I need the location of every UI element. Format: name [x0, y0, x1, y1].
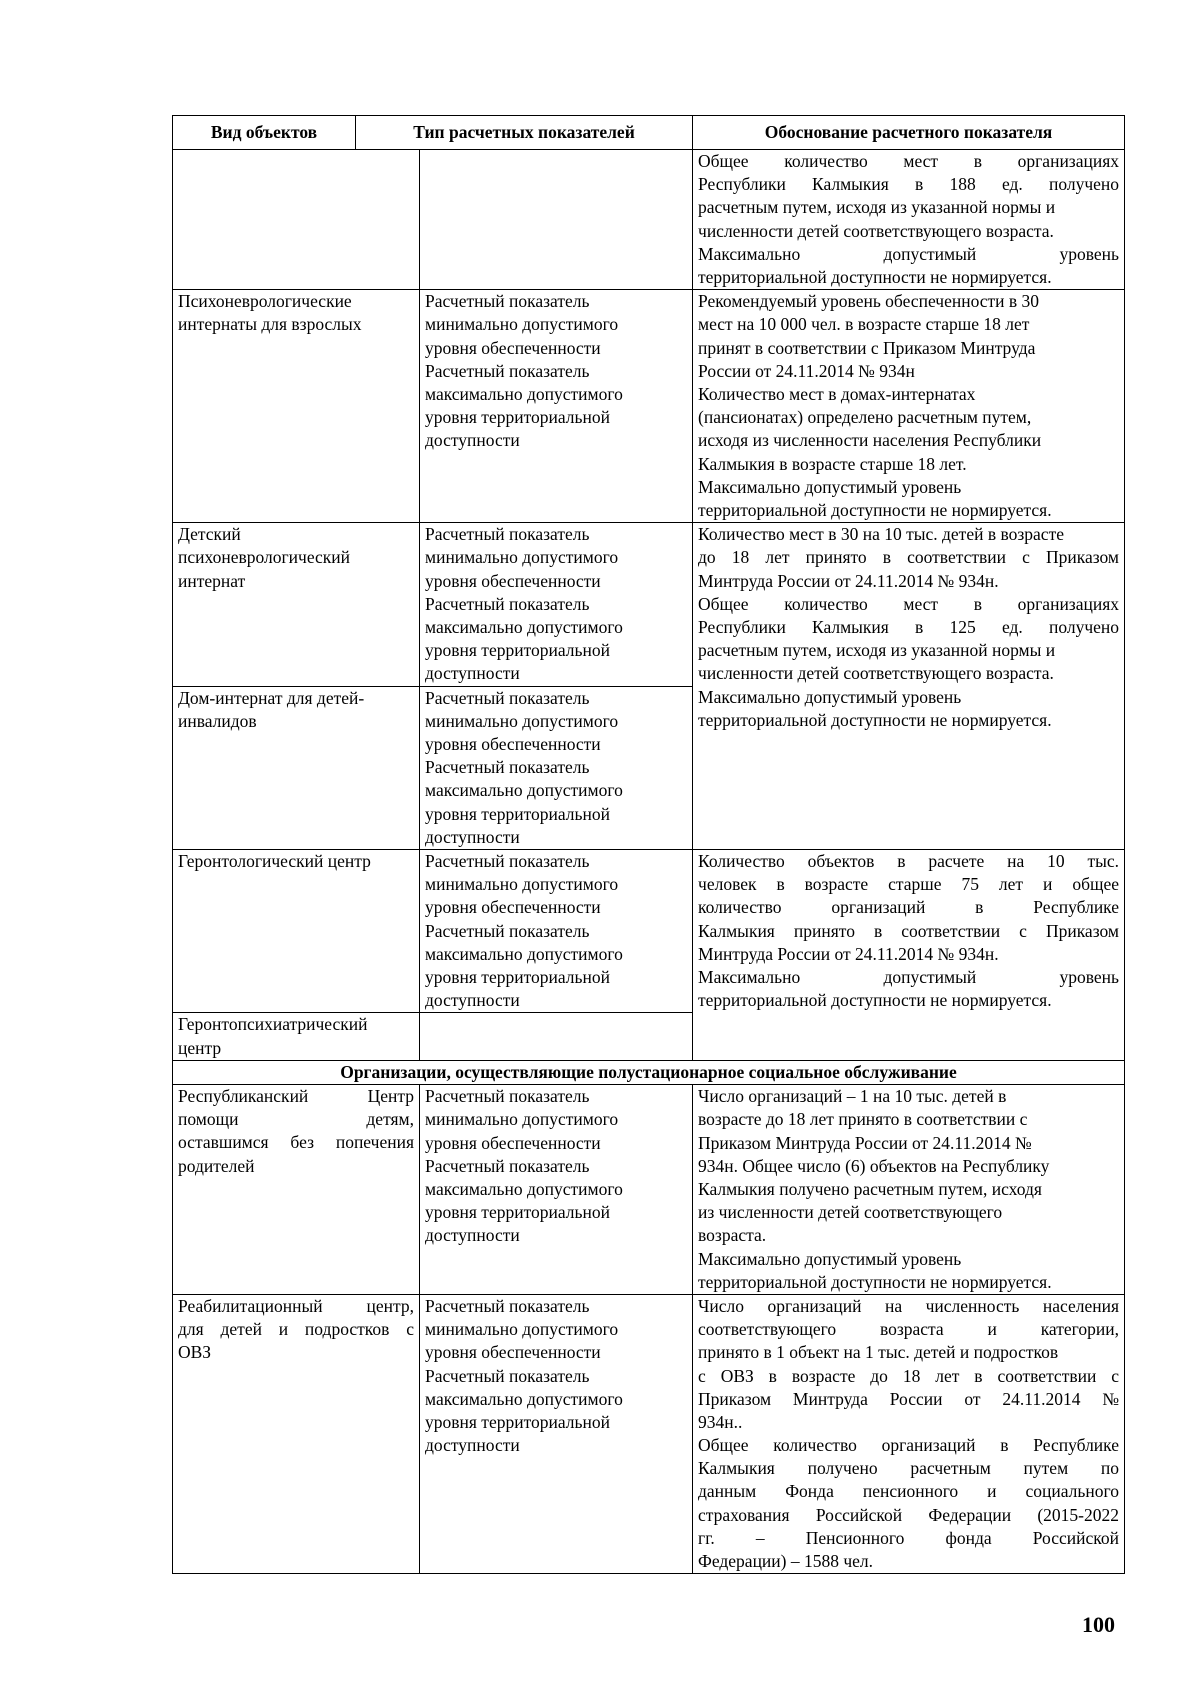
indicator-line: максимально допустимого — [425, 943, 623, 964]
justification-line: Общее количество организаций в Республике — [698, 1435, 1120, 1456]
justification-line: Калмыкия в возрасте старше 18 лет. — [698, 453, 967, 474]
object-name-line: ОВЗ — [178, 1342, 212, 1363]
justification-line: Общее количество мест в организациях — [698, 593, 1120, 614]
indicator-line: уровня обеспеченности — [425, 337, 601, 358]
justification-line: расчетным путем, исходя из указанной нормы и — [698, 640, 1056, 661]
justification-line: Максимально допустимый уровень — [698, 1248, 962, 1269]
object-name-line: психоневрологический — [178, 547, 351, 568]
justification-line: Количество мест в домах-интернатах — [698, 384, 976, 404]
indicator-line: Расчетный показатель — [425, 1155, 590, 1176]
indicator-line: минимально допустимого — [425, 874, 619, 895]
justification-line: территориальной доступности не нормируется. — [698, 266, 1052, 287]
justification-line: Общее количество мест в организациях — [698, 151, 1120, 171]
justification-line: мест на 10 000 чел. в возрасте старше 18 лет — [698, 314, 1030, 335]
table-row — [173, 150, 1125, 290]
indicator-line: доступности — [425, 430, 520, 451]
table-row — [173, 290, 1125, 523]
indicator-line: Расчетный показатель — [425, 920, 590, 941]
indicator-type-cell — [420, 1085, 693, 1295]
object-name-line: Геронтологический центр — [178, 851, 371, 872]
object-name-line: Дом-интернат для детей- — [178, 687, 365, 708]
indicator-line: уровня территориальной — [425, 1202, 610, 1223]
justification-line: гг. – Пенсионного фонда Российской — [698, 1527, 1120, 1548]
indicator-line: уровня территориальной — [425, 1411, 610, 1432]
indicator-line: уровня обеспеченности — [425, 1342, 601, 1363]
indicator-line: минимально допустимого — [425, 1109, 619, 1130]
justification-line: Количество мест в 30 на 10 тыс. детей в возрасте — [698, 524, 1064, 545]
object-name-line: Республиканский Центр — [178, 1086, 414, 1107]
object-name-line: Реабилитационный центр, — [178, 1295, 414, 1316]
indicator-type-cell — [420, 850, 693, 1013]
object-name-cell — [173, 686, 420, 849]
justification-line: 934н. Общее число (6) объектов на Республику — [698, 1155, 1050, 1176]
table-row — [173, 523, 1125, 686]
justification-cell — [693, 1294, 1125, 1573]
indicator-line: уровня обеспеченности — [425, 570, 601, 591]
indicator-line: уровня территориальной — [425, 407, 610, 428]
indicator-line: максимально допустимого — [425, 1388, 623, 1409]
indicator-line: доступности — [425, 990, 520, 1011]
section-row — [173, 1060, 1125, 1084]
justification-line: количество организаций в Республике — [698, 897, 1120, 918]
indicator-line: минимально допустимого — [425, 1319, 619, 1340]
indicator-line: Расчетный показатель — [425, 1365, 590, 1386]
indicator-type-cell — [420, 150, 693, 290]
header-indicator-type: Тип расчетных показателей — [413, 121, 635, 142]
indicator-line: уровня обеспеченности — [425, 1132, 601, 1153]
justification-line: Минтруда России от 24.11.2014 № 934н. — [698, 943, 999, 964]
indicator-line: доступности — [425, 1225, 520, 1246]
indicator-line: минимально допустимого — [425, 547, 619, 568]
object-name-line: для детей и подростков с — [178, 1319, 414, 1340]
indicator-line: Расчетный показатель — [425, 1086, 590, 1107]
table-header-row — [173, 116, 1125, 150]
justification-line: данным Фонда пенсионного и социального — [698, 1481, 1120, 1502]
indicator-line: Расчетный показатель — [425, 687, 590, 708]
justification-line: Количество объектов в расчете на 10 тыс. — [698, 851, 1120, 872]
object-name-line: Геронтопсихиатрический — [178, 1014, 368, 1035]
indicator-line: уровня территориальной — [425, 640, 610, 661]
justification-line: исходя из численности населения Республики — [698, 430, 1042, 451]
justification-line: до 18 лет принято в соответствии с Приказом — [698, 547, 1120, 568]
indicator-line: Расчетный показатель — [425, 291, 590, 312]
header-justification: Обоснование расчетного показателя — [693, 116, 1125, 150]
object-name-line: центр — [178, 1037, 222, 1058]
justification-line: (пансионатах) определено расчетным путем, — [698, 407, 1032, 428]
object-name-line: инвалидов — [178, 710, 257, 731]
indicator-line: доступности — [425, 1435, 520, 1456]
justification-line: Максимально допустимый уровень — [698, 686, 962, 707]
justification-line: 934н.. — [698, 1411, 743, 1432]
object-name-line: оставшимся без попечения — [178, 1132, 414, 1153]
justification-line: территориальной доступности не нормируется. — [698, 1271, 1052, 1292]
table-row — [173, 1294, 1125, 1573]
justification-line: численности детей соответствующего возраста. — [698, 663, 1054, 684]
indicator-line: минимально допустимого — [425, 314, 619, 335]
justification-line: принят в соответствии с Приказом Минтруда — [698, 337, 1036, 358]
justification-line: Максимально допустимый уровень — [698, 967, 1120, 988]
justification-cell — [693, 850, 1125, 1061]
justification-line: Федерации) – 1588 чел. — [698, 1551, 874, 1572]
justification-line: Приказом Минтруда России от 24.11.2014 № — [698, 1388, 1120, 1409]
object-name-cell — [173, 1013, 420, 1060]
justification-cell — [693, 1085, 1125, 1295]
justification-line: человек в возрасте старше 75 лет и общее — [698, 874, 1120, 895]
page-number: 100 — [1082, 1612, 1115, 1637]
indicator-type-cell — [420, 523, 693, 686]
justification-line: Максимально допустимый уровень — [698, 476, 962, 497]
indicator-line: доступности — [425, 663, 520, 684]
table-row — [173, 1085, 1125, 1295]
justification-line: Рекомендуемый уровень обеспеченности в 30 — [698, 291, 1040, 312]
indicator-line: Расчетный показатель — [425, 593, 590, 614]
justification-line: Калмыкия принято в соответствии с Приказом — [698, 920, 1120, 941]
justification-line: принято в 1 объект на 1 тыс. детей и подростков — [698, 1342, 1059, 1363]
justification-line: Республики Калмыкия в 125 ед. получено — [698, 617, 1120, 637]
indicator-line: Расчетный показатель — [425, 360, 590, 381]
justification-line: Калмыкия получено расчетным путем по — [698, 1458, 1120, 1479]
indicator-line: Расчетный показатель — [425, 757, 590, 778]
justification-line: соответствующего возраста и категории, — [698, 1319, 1120, 1340]
indicator-line: уровня обеспеченности — [425, 897, 601, 918]
indicator-line: максимально допустимого — [425, 1178, 623, 1199]
indicator-line: уровня обеспеченности — [425, 734, 601, 755]
justification-line: с ОВЗ в возрасте до 18 лет в соответствии с — [698, 1365, 1120, 1386]
object-name-line: помощи детям, — [178, 1109, 414, 1130]
justification-line: страхования Российской Федерации (2015-2022 — [698, 1504, 1120, 1525]
object-name-line: Детский — [178, 524, 241, 545]
justification-cell — [693, 523, 1125, 850]
justification-line: Калмыкия получено расчетным путем, исходя — [698, 1178, 1042, 1199]
object-name-cell — [173, 1294, 420, 1573]
justification-line: Число организаций на численность населения — [698, 1295, 1120, 1316]
indicator-line: Расчетный показатель — [425, 851, 590, 872]
indicator-line: Расчетный показатель — [425, 1295, 590, 1316]
justification-line: территориальной доступности не нормируется. — [698, 709, 1052, 730]
justification-cell — [693, 290, 1125, 523]
header-cells-1-2 — [173, 116, 693, 150]
justification-cell — [693, 150, 1125, 290]
justification-line: из численности детей соответствующего — [698, 1202, 1003, 1223]
indicator-line: максимально допустимого — [425, 780, 623, 801]
object-name-cell — [173, 523, 420, 686]
object-name-line: интернат — [178, 570, 246, 591]
justification-line: территориальной доступности не нормируется. — [698, 990, 1052, 1011]
justification-line: расчетным путем, исходя из указанной нормы и — [698, 197, 1056, 218]
indicator-line: уровня территориальной — [425, 803, 610, 824]
justification-line: Максимально допустимый уровень — [698, 243, 1120, 264]
justification-line: возраста. — [698, 1225, 767, 1246]
justification-line: Число организаций – 1 на 10 тыс. детей в — [698, 1086, 1007, 1107]
justification-line: численности детей соответствующего возраста. — [698, 220, 1054, 241]
justification-line: Приказом Минтруда России от 24.11.2014 № — [698, 1132, 1032, 1153]
main-table — [172, 115, 1125, 1574]
indicator-type-cell — [420, 686, 693, 849]
object-name-cell — [173, 150, 420, 290]
object-name-cell — [173, 290, 420, 523]
object-name-line: родителей — [178, 1155, 255, 1176]
object-name-line: интернаты для взрослых — [178, 314, 362, 335]
header-object-type: Вид объектов — [210, 121, 318, 142]
indicator-line: Расчетный показатель — [425, 524, 590, 545]
indicator-line: минимально допустимого — [425, 710, 619, 731]
indicator-type-cell — [420, 1294, 693, 1573]
object-name-cell — [173, 1085, 420, 1295]
table-row — [173, 850, 1125, 1013]
object-name-line: Психоневрологические — [178, 291, 352, 312]
justification-line: России от 24.11.2014 № 934н — [698, 360, 915, 381]
indicator-type-cell — [420, 1013, 693, 1060]
justification-line: возрасте до 18 лет принято в соответствии с — [698, 1109, 1028, 1130]
indicator-line: максимально допустимого — [425, 617, 623, 638]
indicator-type-cell — [420, 290, 693, 523]
justification-line: территориальной доступности не нормируется. — [698, 500, 1052, 521]
justification-line: Республики Калмыкия в 188 ед. получено — [698, 174, 1120, 195]
indicator-line: уровня территориальной — [425, 967, 610, 988]
indicator-line: максимально допустимого — [425, 384, 623, 404]
justification-line: Минтруда России от 24.11.2014 № 934н. — [698, 570, 999, 591]
section-title: Организации, осуществляющие полустационарное социальное обслуживание — [173, 1060, 1125, 1084]
indicator-line: доступности — [425, 826, 520, 847]
object-name-cell — [173, 850, 420, 1013]
